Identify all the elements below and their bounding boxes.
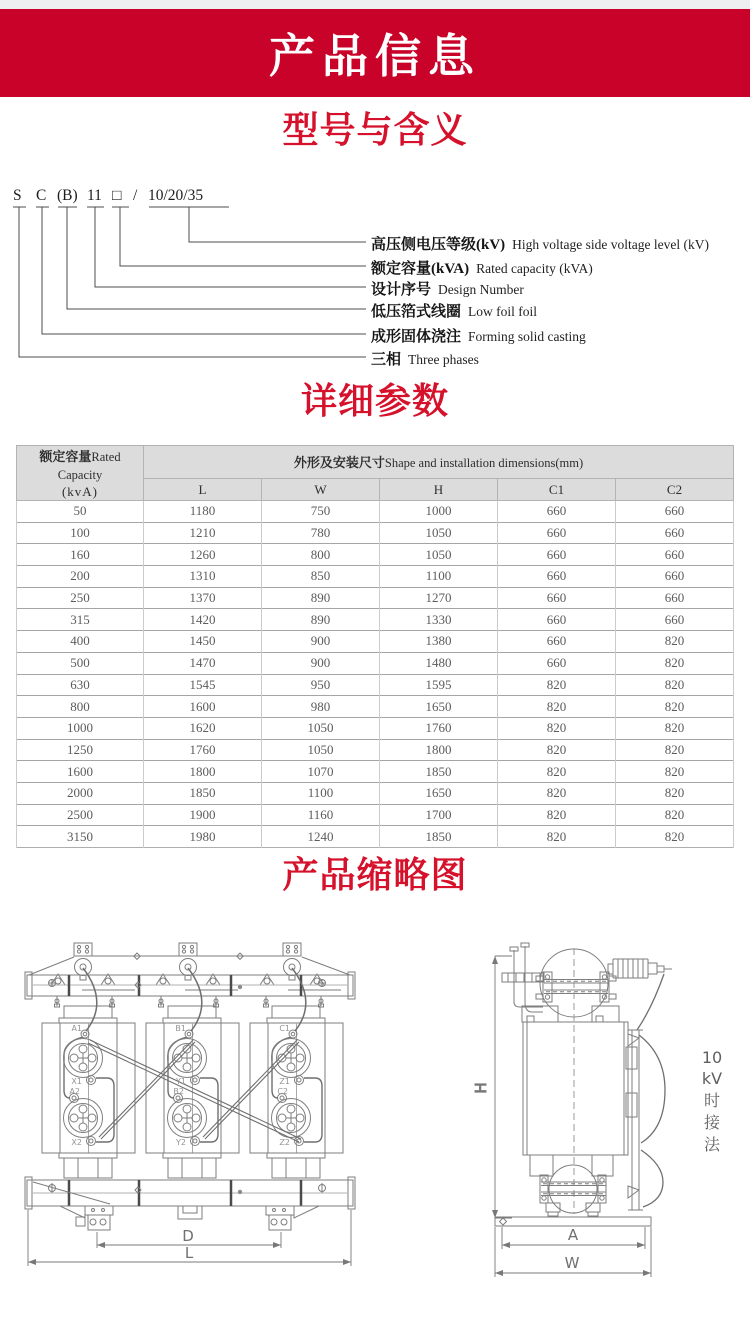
table-cell: 2500: [17, 804, 144, 826]
coil-column-a: [42, 1023, 135, 1153]
table-cell: 1070: [262, 761, 380, 783]
svg-text:时: 时: [703, 1091, 721, 1110]
lower-core-circle: [549, 1165, 597, 1213]
code-part-s: S: [13, 187, 22, 204]
coil-top-cap: [59, 1006, 117, 1023]
svg-text:kV: kV: [701, 1069, 723, 1088]
coil-bottom-cap: [267, 1153, 325, 1178]
table-cell: 1380: [380, 631, 498, 653]
center-bracket: [178, 1206, 202, 1219]
col-header-c2: C2: [616, 479, 734, 501]
side-view-drawing: [472, 943, 672, 1277]
lifting-lug: [283, 943, 301, 980]
svg-text:Y1: Y1: [176, 1077, 186, 1086]
insulator: [168, 1099, 207, 1138]
table-cell: 1900: [144, 804, 262, 826]
table-row: [17, 609, 734, 631]
svg-text:A2: A2: [69, 1087, 80, 1096]
insulator: [64, 1039, 103, 1078]
top-strip: [0, 0, 750, 9]
dim-label-l: L: [184, 1244, 194, 1262]
table-cell: 100: [17, 522, 144, 544]
insulator: [64, 1099, 103, 1138]
table-cell: 820: [616, 631, 734, 653]
table-row: [17, 652, 734, 674]
table-row: [17, 587, 734, 609]
svg-text:B1: B1: [175, 1024, 186, 1033]
table-row: [17, 717, 734, 739]
table-cell: 1760: [380, 717, 498, 739]
model-label-design: [371, 278, 524, 296]
table-cell: 1800: [144, 761, 262, 783]
table-cell: 1050: [262, 717, 380, 739]
table-cell: 1310: [144, 566, 262, 588]
table-cell: 1160: [262, 804, 380, 826]
model-label-en: Design Number: [438, 282, 524, 297]
table-cell: 820: [616, 652, 734, 674]
table-cell: 1100: [380, 566, 498, 588]
dims-header-cn: 外形及安装尺寸: [293, 455, 385, 470]
capacity-header-unit: (kvA): [61, 484, 99, 499]
dim-label-d: D: [182, 1227, 194, 1245]
table-row: [17, 566, 734, 588]
table-row: [17, 761, 734, 783]
table-cell: 250: [17, 587, 144, 609]
table-cell: 1000: [380, 501, 498, 523]
hv-cable: [188, 968, 202, 1031]
coil-top-cap: [267, 1006, 325, 1023]
table-cell: 1800: [380, 739, 498, 761]
col-header-h: H: [380, 479, 498, 501]
table-cell: 1650: [380, 782, 498, 804]
section-title-model: 型号与含义: [282, 109, 468, 150]
model-label-cn: 额定容量(kVA): [371, 261, 470, 277]
table-cell: 660: [616, 544, 734, 566]
hv-cable: [83, 968, 97, 1031]
model-label-cn: 设计序号: [371, 282, 432, 298]
capacity-header-cell: [17, 446, 144, 501]
model-label-en: Forming solid casting: [468, 329, 586, 344]
table-cell: 1250: [17, 739, 144, 761]
svg-text:Z2: Z2: [279, 1138, 290, 1147]
table-row: [17, 782, 734, 804]
h-dimension: [495, 956, 512, 1218]
banner-title: 产品信息: [269, 30, 481, 82]
table-cell: 800: [17, 696, 144, 718]
coil-top-cap: [163, 1006, 221, 1023]
table-cell: 1050: [380, 544, 498, 566]
table-row: [17, 804, 734, 826]
table-cell: 1700: [380, 804, 498, 826]
table-cell: 630: [17, 674, 144, 696]
table-cell: 3150: [17, 826, 144, 848]
dims-header-cell: [144, 446, 734, 479]
table-row: [17, 544, 734, 566]
table-row: [17, 739, 734, 761]
table-cell: 1370: [144, 587, 262, 609]
table-cell: 1470: [144, 652, 262, 674]
table-cell: 850: [262, 566, 380, 588]
table-cell: 660: [498, 522, 616, 544]
table-cell: 820: [498, 782, 616, 804]
table-cell: 820: [498, 674, 616, 696]
table-cell: 1330: [380, 609, 498, 631]
table-cell: 660: [498, 587, 616, 609]
table-cell: 2000: [17, 782, 144, 804]
params-table-body: [17, 501, 734, 848]
model-label-en: Rated capacity (kVA): [476, 261, 593, 276]
lifting-lug: [179, 943, 197, 980]
svg-text:Z1: Z1: [279, 1077, 290, 1086]
table-cell: 160: [17, 544, 144, 566]
table-cell: 1480: [380, 652, 498, 674]
table-cell: 50: [17, 501, 144, 523]
table-row: [17, 631, 734, 653]
svg-text:X2: X2: [71, 1138, 82, 1147]
table-cell: 400: [17, 631, 144, 653]
table-row: [17, 826, 734, 848]
table-cell: 1850: [380, 826, 498, 848]
table-cell: 1050: [262, 739, 380, 761]
table-cell: 315: [17, 609, 144, 631]
svg-text:接: 接: [703, 1113, 721, 1132]
code-part-voltages: 10/20/35: [148, 187, 204, 204]
table-cell: 1100: [262, 782, 380, 804]
table-cell: 1600: [144, 696, 262, 718]
table-cell: 900: [262, 631, 380, 653]
insulator: [168, 1039, 207, 1078]
model-label-cn: 成形固体浇注: [371, 329, 462, 345]
svg-text:X1: X1: [71, 1077, 82, 1086]
table-cell: 660: [498, 501, 616, 523]
model-label-en: Low foil foil: [468, 304, 538, 319]
table-cell: 1650: [380, 696, 498, 718]
table-cell: 1210: [144, 522, 262, 544]
model-label-casting: [371, 325, 586, 343]
table-cell: 1180: [144, 501, 262, 523]
model-label-cn: 高压侧电压等级(kV): [371, 237, 506, 253]
dims-header-en: Shape and installation dimensions(mm): [384, 456, 584, 470]
table-cell: 820: [616, 717, 734, 739]
dim-label-w: W: [564, 1254, 580, 1272]
model-label-cn: 低压箔式线圈: [371, 304, 462, 320]
model-label-foil: [371, 300, 537, 318]
hv-bushing: [608, 959, 672, 978]
model-label-capacity: [371, 257, 593, 275]
roller: [85, 1206, 113, 1230]
insulator: [272, 1039, 311, 1078]
table-cell: 1450: [144, 631, 262, 653]
table-cell: 820: [616, 696, 734, 718]
table-cell: 1760: [144, 739, 262, 761]
svg-text:C2: C2: [277, 1087, 288, 1096]
coil-column-c: [250, 1023, 343, 1153]
table-cell: 660: [498, 652, 616, 674]
table-cell: 1595: [380, 674, 498, 696]
table-cell: 1545: [144, 674, 262, 696]
table-cell: 820: [498, 761, 616, 783]
table-cell: 820: [616, 739, 734, 761]
table-row: [17, 501, 734, 523]
table-cell: 750: [262, 501, 380, 523]
code-part-c: C: [36, 187, 47, 204]
roller: [266, 1206, 294, 1230]
table-cell: 820: [498, 804, 616, 826]
model-label-en: High voltage side voltage level (kV): [512, 237, 709, 252]
col-header-c1: C1: [498, 479, 616, 501]
model-label-threephase: [371, 348, 479, 366]
table-cell: 820: [616, 674, 734, 696]
table-cell: 800: [262, 544, 380, 566]
model-connector-lines: [13, 207, 366, 357]
table-cell: 660: [498, 544, 616, 566]
capacity-header-en: Rated Capacity: [57, 450, 121, 482]
table-cell: 660: [616, 587, 734, 609]
lifting-lug: [74, 943, 92, 980]
table-cell: 890: [262, 609, 380, 631]
lv-terminal-assembly: [626, 1030, 665, 1210]
table-cell: 1420: [144, 609, 262, 631]
table-cell: 660: [616, 501, 734, 523]
svg-text:B2: B2: [173, 1087, 184, 1096]
svg-text:C1: C1: [279, 1024, 290, 1033]
product-drawings: [0, 938, 750, 1323]
capacity-header-cn: 额定容量: [39, 449, 92, 464]
model-label-hv: [371, 233, 709, 251]
code-part-b: (B): [57, 187, 78, 204]
table-cell: 820: [616, 761, 734, 783]
table-cell: 1620: [144, 717, 262, 739]
table-cell: 820: [616, 804, 734, 826]
table-cell: 1980: [144, 826, 262, 848]
table-cell: 900: [262, 652, 380, 674]
table-cell: 820: [616, 782, 734, 804]
table-cell: 1600: [17, 761, 144, 783]
table-cell: 1850: [380, 761, 498, 783]
table-cell: 890: [262, 587, 380, 609]
params-table: [16, 445, 734, 848]
transformer-body: [523, 1022, 628, 1155]
section-title-thumbnail: 产品缩略图: [282, 854, 468, 895]
table-cell: 660: [498, 609, 616, 631]
svg-text:Y2: Y2: [176, 1138, 186, 1147]
col-header-w: W: [262, 479, 380, 501]
table-cell: 950: [262, 674, 380, 696]
table-row: [17, 674, 734, 696]
table-row: [17, 522, 734, 544]
table-cell: 980: [262, 696, 380, 718]
table-cell: 820: [616, 826, 734, 848]
table-row: [17, 696, 734, 718]
table-cell: 1270: [380, 587, 498, 609]
table-cell: 820: [498, 739, 616, 761]
connection-note: [702, 1048, 722, 1154]
model-label-en: Three phases: [408, 352, 479, 367]
svg-text:法: 法: [703, 1135, 721, 1154]
table-cell: 1850: [144, 782, 262, 804]
col-header-l: L: [144, 479, 262, 501]
model-label-cn: 三相: [371, 352, 402, 368]
table-cell: 660: [616, 522, 734, 544]
section-title-params: 详细参数: [300, 380, 449, 421]
table-cell: 1000: [17, 717, 144, 739]
table-cell: 200: [17, 566, 144, 588]
table-cell: 660: [498, 566, 616, 588]
table-cell: 820: [498, 826, 616, 848]
table-cell: 660: [616, 609, 734, 631]
banner: [0, 9, 750, 97]
table-cell: 1050: [380, 522, 498, 544]
dim-label-h: H: [472, 1082, 490, 1094]
coil-bottom-cap: [59, 1153, 117, 1178]
coil-bottom-cap: [163, 1153, 221, 1178]
table-cell: 1240: [262, 826, 380, 848]
code-part-box: □: [112, 187, 122, 204]
table-cell: 660: [498, 631, 616, 653]
svg-text:A1: A1: [71, 1024, 82, 1033]
hv-cable: [292, 968, 306, 1031]
dim-label-a: A: [567, 1226, 579, 1244]
code-part-11: 11: [87, 187, 102, 204]
table-cell: 780: [262, 522, 380, 544]
svg-text:10: 10: [701, 1048, 723, 1067]
delta-connection-cables: [88, 1040, 301, 1142]
table-cell: 820: [498, 696, 616, 718]
base-plate: [495, 1217, 651, 1226]
table-cell: 660: [616, 566, 734, 588]
table-cell: 500: [17, 652, 144, 674]
table-cell: 1260: [144, 544, 262, 566]
front-view-drawing: [25, 943, 355, 1266]
code-part-slash: /: [133, 187, 138, 204]
table-cell: 820: [498, 717, 616, 739]
